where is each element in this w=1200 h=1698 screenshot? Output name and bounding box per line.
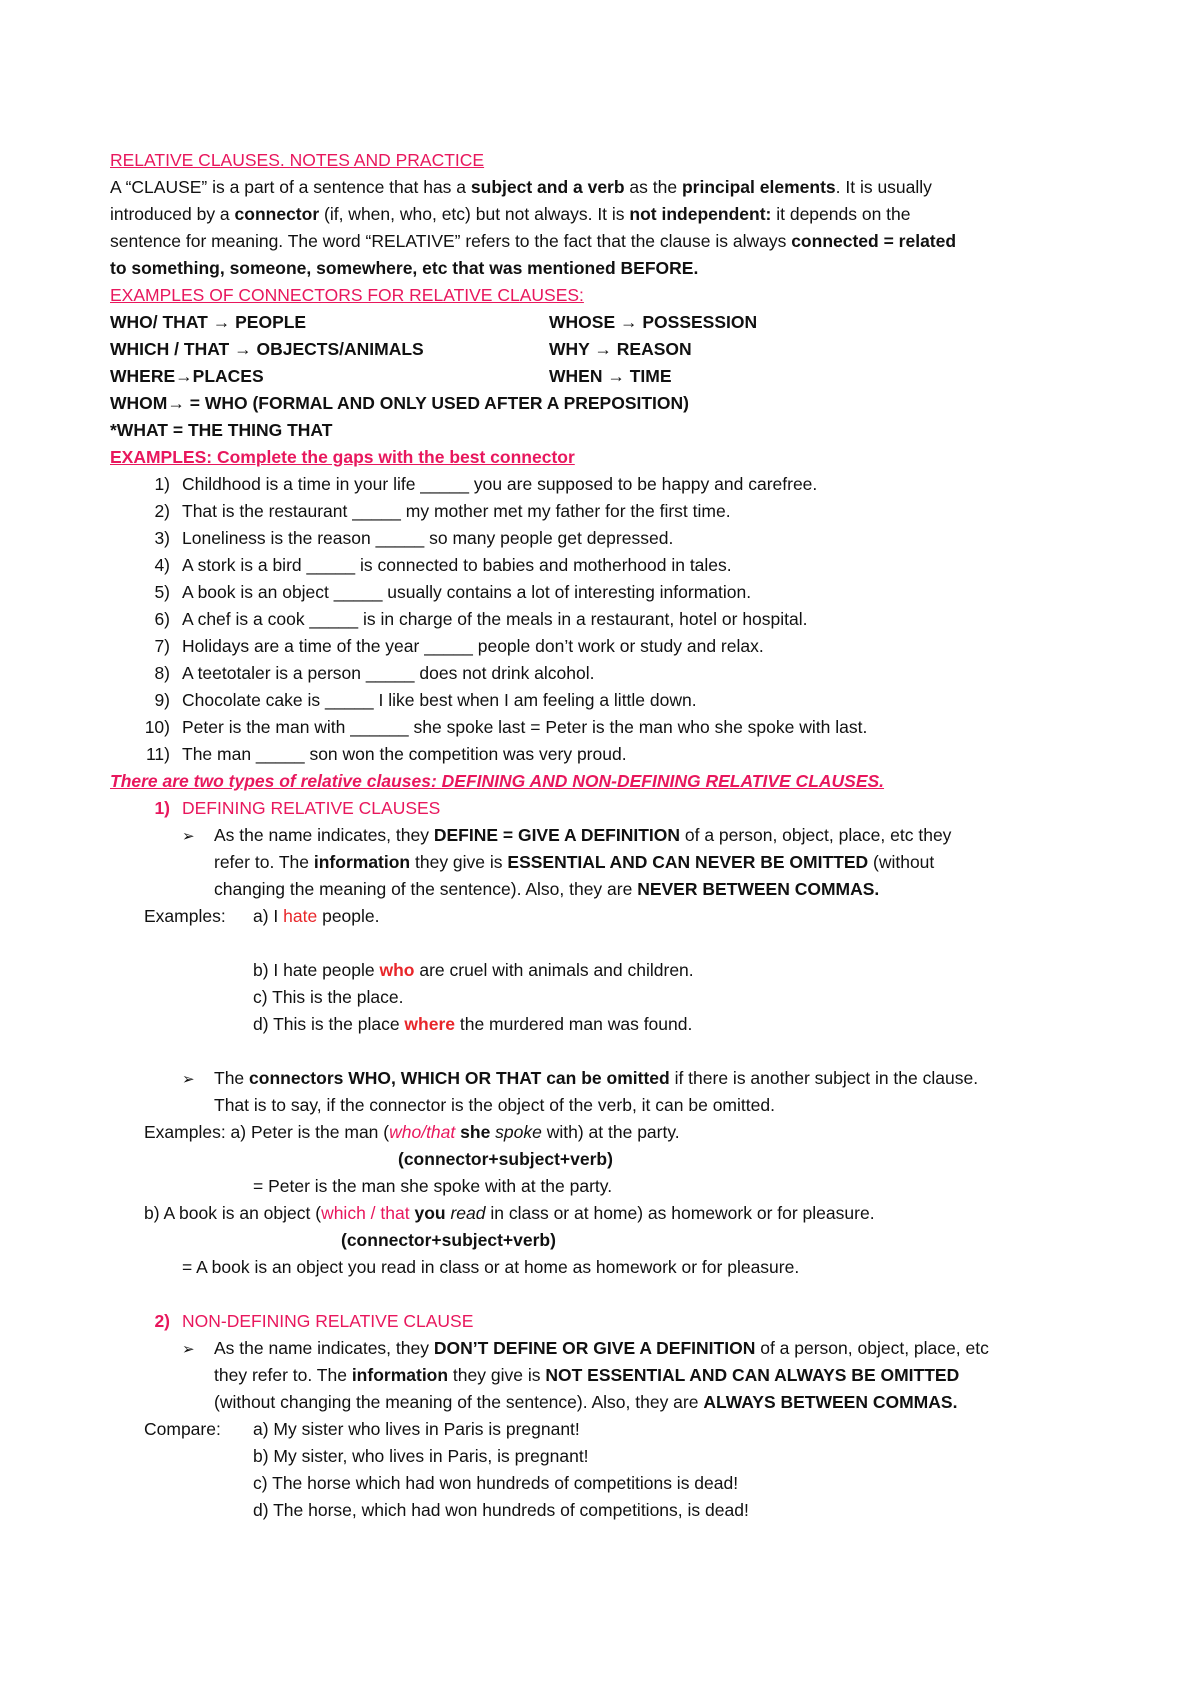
intro-line-2: introduced by a connector (if, when, who, etc) but not always. It is not independent: it depends on the <box>110 204 911 224</box>
connector-what: *WHAT = THE THING THAT <box>110 420 333 440</box>
compare-example-d: d) The horse, which had won hundreds of competitions, is dead! <box>253 1500 749 1520</box>
connector-where: WHERE→PLACES <box>110 366 264 386</box>
exercise-item: 7) Holidays are a time of the year _____ people don’t work or study and relax. <box>154 636 764 656</box>
arrow-bullet-icon: ➢ <box>182 1341 195 1358</box>
exercise-item: 10) Peter is the man with ______ she spoke last = Peter is the man who she spoke with last. <box>144 717 868 737</box>
arrow-icon: → <box>607 366 625 386</box>
intro-line-1: A “CLAUSE” is a part of a sentence that has a subject and a verb as the principal elements. It is usually <box>110 177 932 197</box>
arrow-icon: → <box>167 393 185 413</box>
arrow-bullet-icon: ➢ <box>182 828 195 845</box>
exercise-item: 6) A chef is a cook _____ is in charge of the meals in a restaurant, hotel or hospital. <box>154 609 808 629</box>
exercise-item: 5) A book is an object _____ usually contains a lot of interesting information. <box>154 582 752 602</box>
page-title: RELATIVE CLAUSES. NOTES AND PRACTICE <box>110 150 485 170</box>
defining-heading: 1) DEFINING RELATIVE CLAUSES <box>154 798 441 818</box>
omission-example-a: Examples: a) Peter is the man (who/that she spoke with) at the party. <box>144 1122 680 1142</box>
connector-whose: WHOSE → POSSESSION <box>549 312 758 332</box>
examples-label: Examples: <box>144 906 226 926</box>
defining-example-d: d) This is the place where the murdered man was found. <box>253 1014 693 1034</box>
arrow-icon: → <box>594 339 612 359</box>
arrow-icon: → <box>212 312 231 332</box>
nondefining-point-2: they refer to. The information they give is NOT ESSENTIAL AND CAN ALWAYS BE OMITTED <box>214 1365 960 1385</box>
defining-point-1: ➢ As the name indicates, they DEFINE = GIVE A DEFINITION of a person, object, place, etc they <box>182 824 951 848</box>
compare-example-a: a) My sister who lives in Paris is pregnant! <box>253 1419 580 1439</box>
intro-line-4: to something, someone, somewhere, etc that was mentioned BEFORE. <box>110 258 699 278</box>
exercise-item: 9) Chocolate cake is _____ I like best when I am feeling a little down. <box>154 690 697 710</box>
compare-example-b: b) My sister, who lives in Paris, is pregnant! <box>253 1446 589 1466</box>
omission-point-1: ➢ The connectors WHO, WHICH OR THAT can be omitted if there is another subject in the clause. <box>182 1067 978 1091</box>
nondefining-heading: 2) NON-DEFINING RELATIVE CLAUSE <box>154 1311 474 1331</box>
connector-who-that: WHO/ THAT → PEOPLE <box>110 312 307 332</box>
connector-why: WHY → REASON <box>549 339 692 359</box>
omission-example-a-equivalent: = Peter is the man she spoke with at the party. <box>253 1176 613 1196</box>
connectors-heading: EXAMPLES OF CONNECTORS FOR RELATIVE CLAUSES: <box>110 285 584 305</box>
exercise-item: 2) That is the restaurant _____ my mother met my father for the first time. <box>154 501 731 521</box>
arrow-icon: → <box>234 339 252 359</box>
compare-example-c: c) The horse which had won hundreds of competitions is dead! <box>253 1473 739 1493</box>
defining-point-2: refer to. The information they give is ESSENTIAL AND CAN NEVER BE OMITTED (without <box>214 852 935 872</box>
exercise-item: 1) Childhood is a time in your life _____ you are supposed to be happy and carefree. <box>154 474 818 494</box>
exercise-item: 8) A teetotaler is a person _____ does not drink alcohol. <box>154 663 595 683</box>
nondefining-point-3: (without changing the meaning of the sentence). Also, they are ALWAYS BETWEEN COMMAS. <box>214 1392 958 1412</box>
omission-example-b: b) A book is an object (which / that you read in class or at home) as homework or for pleasure. <box>144 1203 875 1223</box>
omission-example-b-equivalent: = A book is an object you read in class or at home as homework or for pleasure. <box>182 1257 800 1277</box>
intro-line-3: sentence for meaning. The word “RELATIVE” refers to the fact that the clause is always connected = related <box>110 231 957 251</box>
connector-which-that: WHICH / THAT → OBJECTS/ANIMALS <box>110 339 424 359</box>
arrow-bullet-icon: ➢ <box>182 1071 195 1088</box>
nondefining-point-1: ➢ As the name indicates, they DON’T DEFINE OR GIVE A DEFINITION of a person, object, place, etc <box>182 1337 989 1361</box>
compare-label: Compare: <box>144 1419 221 1439</box>
connector-when: WHEN → TIME <box>549 366 672 386</box>
defining-point-3: changing the meaning of the sentence). Also, they are NEVER BETWEEN COMMAS. <box>214 879 880 899</box>
exercise-item: 4) A stork is a bird _____ is connected to babies and motherhood in tales. <box>154 555 732 575</box>
formula-label: (connector+subject+verb) <box>341 1230 556 1250</box>
types-heading: There are two types of relative clauses: DEFINING AND NON-DEFINING RELATIVE CLAUSES. <box>110 771 885 791</box>
omission-point-2: That is to say, if the connector is the object of the verb, it can be omitted. <box>214 1095 775 1115</box>
arrow-icon: → <box>620 312 638 332</box>
arrow-icon: → <box>175 366 193 386</box>
formula-label: (connector+subject+verb) <box>398 1149 613 1169</box>
defining-example-c: c) This is the place. <box>253 987 404 1007</box>
defining-example-a: a) I hate people. <box>253 906 380 926</box>
exercise-heading: EXAMPLES: Complete the gaps with the best connector <box>110 447 575 467</box>
exercise-item: 11) The man _____ son won the competition was very proud. <box>146 744 627 764</box>
exercise-item: 3) Loneliness is the reason _____ so many people get depressed. <box>154 528 674 548</box>
defining-example-b: b) I hate people who are cruel with animals and children. <box>253 960 694 980</box>
connector-whom: WHOM→ = WHO (FORMAL AND ONLY USED AFTER A PREPOSITION) <box>110 393 689 413</box>
